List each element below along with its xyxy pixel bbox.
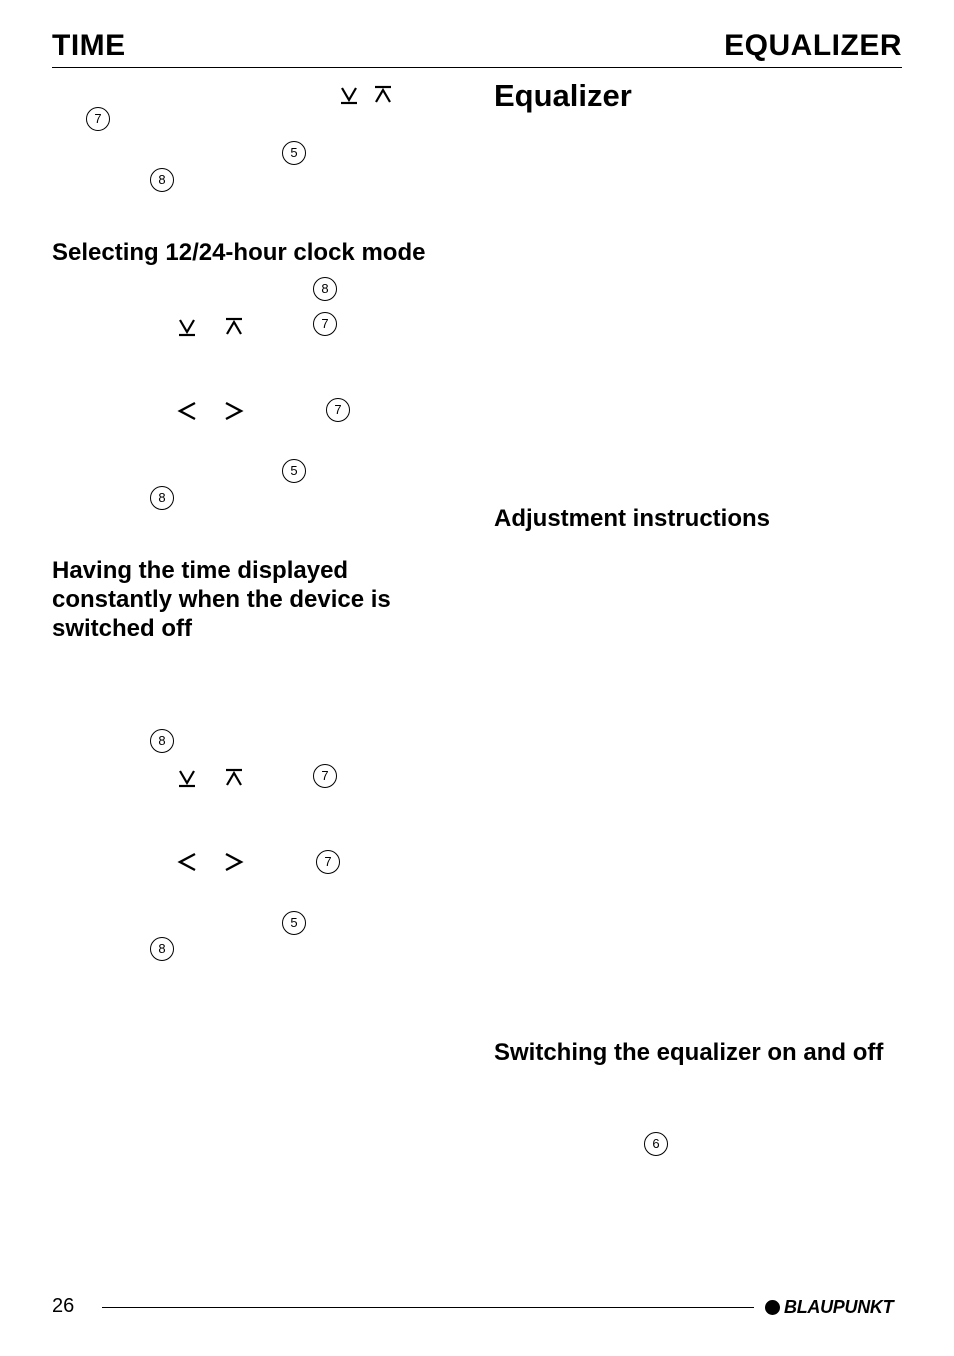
button-ref-8: 8 xyxy=(150,486,174,510)
clock-mode-heading: Selecting 12/24-hour clock mode xyxy=(52,239,426,266)
right-chevron-icon xyxy=(223,398,245,424)
button-ref-7: 7 xyxy=(313,764,337,788)
brand-logo xyxy=(765,1296,893,1318)
left-chevron-icon xyxy=(176,398,198,424)
button-ref-7: 7 xyxy=(86,107,110,131)
button-ref-7: 7 xyxy=(313,312,337,336)
button-ref-7: 7 xyxy=(316,850,340,874)
button-ref-5: 5 xyxy=(282,911,306,935)
button-ref-8: 8 xyxy=(150,729,174,753)
button-ref-8: 8 xyxy=(150,168,174,192)
down-arrow-icon xyxy=(338,82,360,108)
button-ref-8: 8 xyxy=(150,937,174,961)
button-ref-5: 5 xyxy=(282,459,306,483)
equalizer-title: Equalizer xyxy=(494,78,632,113)
header-rule xyxy=(52,67,902,68)
page-number: 26 xyxy=(52,1295,75,1317)
down-arrow-icon xyxy=(176,765,198,791)
left-chevron-icon xyxy=(176,849,198,875)
time-display-heading: Having the time displayed constantly when the device is switched off xyxy=(52,557,391,642)
right-chevron-icon xyxy=(223,849,245,875)
button-ref-5: 5 xyxy=(282,141,306,165)
header-right-title: EQUALIZER xyxy=(724,29,902,62)
switching-equalizer-heading: Switching the equalizer on and off xyxy=(494,1039,884,1066)
blaupunkt-dot-icon xyxy=(765,1300,780,1315)
up-arrow-icon xyxy=(372,82,394,108)
footer-rule xyxy=(102,1307,754,1308)
button-ref-8: 8 xyxy=(313,277,337,301)
up-arrow-icon xyxy=(223,314,245,340)
button-ref-6: 6 xyxy=(644,1132,668,1156)
button-ref-7: 7 xyxy=(326,398,350,422)
header-left-title: TIME xyxy=(52,29,126,62)
brand-name: BLAUPUNKT xyxy=(784,1297,894,1317)
up-arrow-icon xyxy=(223,765,245,791)
down-arrow-icon xyxy=(176,314,198,340)
adjustment-instructions-heading: Adjustment instructions xyxy=(494,505,771,532)
